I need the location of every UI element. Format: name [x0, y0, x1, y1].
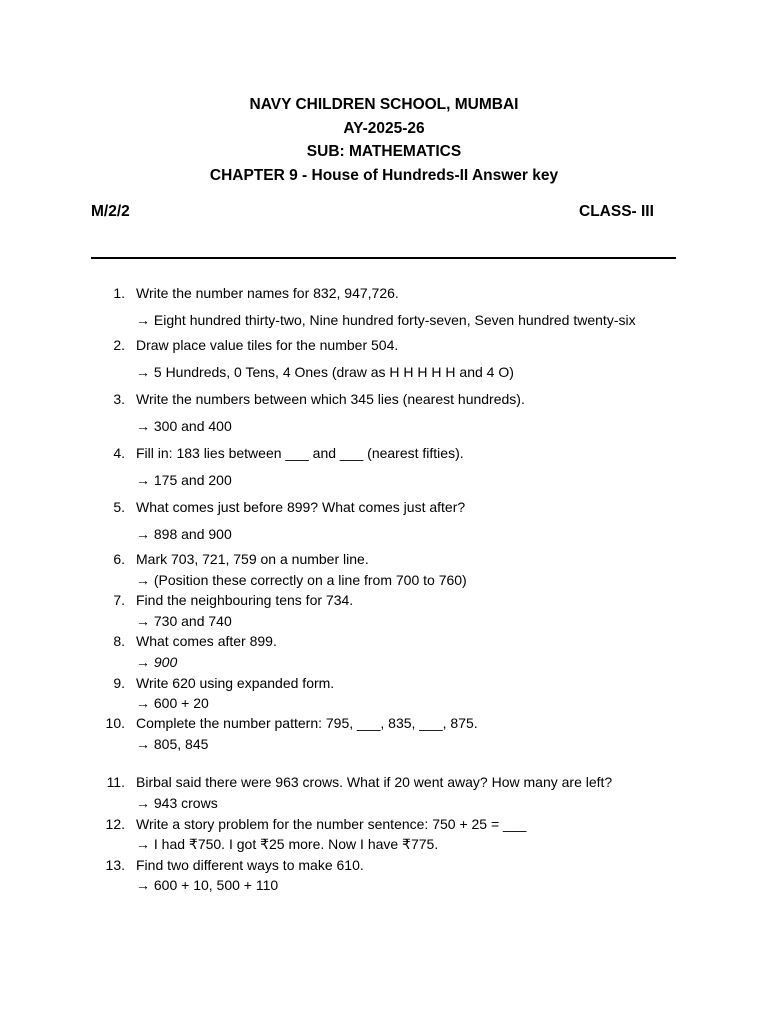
- question-number: 13.: [105, 857, 125, 873]
- divider-line: [91, 257, 676, 259]
- question-text: Write the numbers between which 345 lies (nearest hundreds).: [136, 391, 525, 407]
- answer-text: → Eight hundred thirty-two, Nine hundred forty-seven, Seven hundred twenty-six: [136, 312, 636, 328]
- academic-year: AY-2025-26: [343, 119, 425, 137]
- question-number: 3.: [113, 391, 125, 407]
- question-text: What comes after 899.: [136, 633, 277, 649]
- answer-text: → 175 and 200: [136, 472, 232, 488]
- question-text: Write 620 using expanded form.: [136, 675, 335, 691]
- subject-title: SUB: MATHEMATICS: [306, 143, 462, 160]
- question-number: 10.: [105, 715, 125, 731]
- question-text: Birbal said there were 963 crows. What if 20 went away? How many are left?: [136, 774, 613, 790]
- question-text: Fill in: 183 lies between ___ and ___ (nearest fifties).: [136, 445, 464, 461]
- answer-text: → 600 + 10, 500 + 110: [136, 877, 279, 893]
- chapter-title: CHAPTER 9 - House of Hundreds-II Answer key: [209, 166, 559, 184]
- question-number: 5.: [113, 499, 125, 515]
- question-text: Write a story problem for the number sentence: 750 + 25 = ___: [136, 816, 527, 832]
- answer-text: → 943 crows: [136, 795, 218, 811]
- school-name: NAVY CHILDREN SCHOOL, MUMBAI: [249, 96, 519, 113]
- question-text: What comes just before 899? What comes just after?: [136, 499, 466, 515]
- question-text: Write the number names for 832, 947,726.: [136, 285, 399, 301]
- answer-text: → 900: [136, 654, 178, 670]
- document-header: [0, 93, 768, 187]
- answer-text: → 300 and 400: [136, 418, 232, 434]
- answer-text: → 898 and 900: [136, 526, 232, 542]
- question-text: Mark 703, 721, 759 on a number line.: [136, 551, 369, 567]
- question-text: Complete the number pattern: 795, ___, 835, ___, 875.: [136, 715, 478, 731]
- question-number: 6.: [113, 551, 125, 567]
- question-number: 7.: [113, 592, 125, 608]
- question-number: 2.: [113, 337, 125, 353]
- answer-text: → I had ₹750. I got ₹25 more. Now I have ₹775.: [136, 836, 439, 852]
- question-text: Find two different ways to make 610.: [136, 857, 364, 873]
- answer-text: → (Position these correctly on a line from 700 to 760): [136, 572, 467, 588]
- question-text: Find the neighbouring tens for 734.: [136, 592, 354, 608]
- answer-text: → 600 + 20: [136, 695, 209, 711]
- answer-text: → 805, 845: [136, 736, 209, 752]
- question-text: Draw place value tiles for the number 504.: [136, 337, 399, 353]
- question-number: 11.: [106, 774, 125, 790]
- question-number: 9.: [113, 675, 125, 691]
- question-number: 8.: [113, 633, 125, 649]
- class-label: CLASS- III: [579, 203, 654, 220]
- document-code: M/2/2: [91, 203, 130, 220]
- question-number: 1.: [113, 285, 125, 301]
- answer-text: → 730 and 740: [136, 613, 232, 629]
- question-number: 4.: [113, 445, 125, 461]
- answer-text: → 5 Hundreds, 0 Tens, 4 Ones (draw as H H H H H and 4 O): [136, 364, 514, 380]
- question-number: 12.: [105, 816, 125, 832]
